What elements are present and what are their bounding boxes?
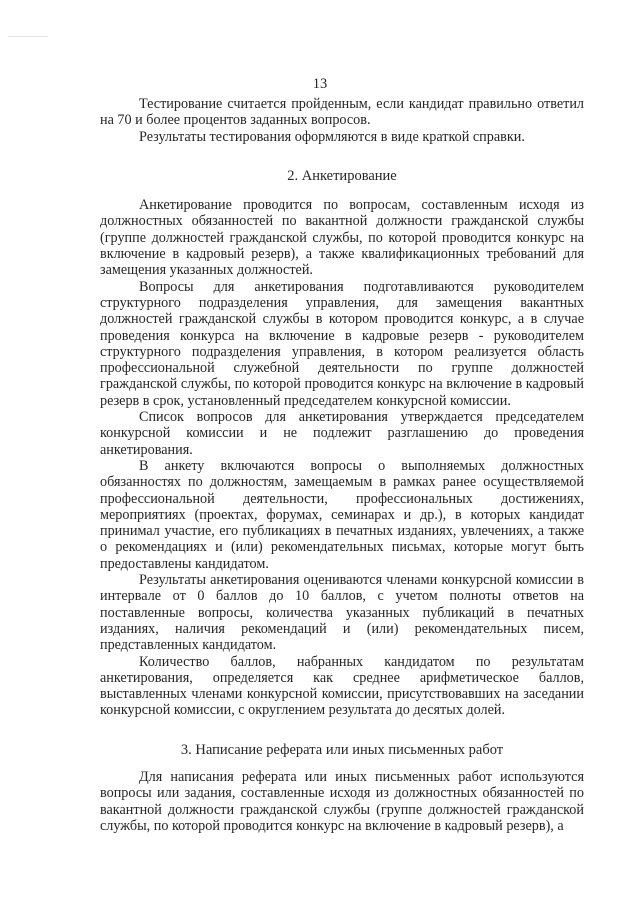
scan-artifact (8, 36, 48, 37)
anketirovanie-paragraph: Результаты анкетирования оцениваются членами конкурсной комиссии в интервале от 0 баллов до 10 баллов, с учетом полноты ответов на поставленные вопросы, количества указанных публикаций в печатных изданиях, наличия рекомендаций и (или) рекомендательных писем, представленных кандидатом. (100, 572, 584, 654)
anketirovanie-paragraph: Анкетирование проводится по вопросам, составленным исходя из должностных обязанностей по вакантной должности гражданской службы (группе должностей гражданской службы, по которой проводится конкурс на включение в кадровый резерв), а также квалификационных требований для замещения указанных должностей. (100, 197, 584, 279)
anketirovanie-paragraph: Количество баллов, набранных кандидатом по результатам анкетирования, определяется как среднее арифметическое баллов, выставленных членами конкурсной комиссии, присутствовавших на заседании конкурсной комиссии, с округлением результата до десятых долей. (100, 653, 584, 719)
intro-paragraph: Результаты тестирования оформляются в виде краткой справки. (139, 128, 525, 145)
anketirovanie-paragraph: Вопросы для анкетирования подготавливаются руководителем структурного подразделения управления, для замещения вакантных должностей гражданской службы в котором проводится конкурс, а в случае проведения конкурса на включение в кадровые резерв - руководителем структурного подразделения управления, в котором реализуется область профессиональной служебной деятельности по группе должностей гражданской службы, по которой проводится конкурс на включение в кадровый резерв в срок, установленный председателем конкурсной комиссии. (100, 278, 584, 409)
anketirovanie-paragraph: В анкету включаются вопросы о выполняемых должностных обязанностях по должностям, замещаемым в рамках ранее осуществляемой профессиональной деятельности, профессиональных достижениях, мероприятиях (проектах, форумах, семинарах и др.), в которых кандидат принимал участие, его публикациях в печатных изданиях, увлечениях, а также о рекомендациях и (или) рекомендательных письмах, которые могут быть предоставлены кандидатом. (100, 457, 584, 572)
page-number: 13 (312, 76, 328, 92)
section-heading-anketirovanie: 2. Анкетирование (287, 167, 397, 184)
intro-paragraph: Тестирование считается пройденным, если кандидат правильно ответил на 70 и более процентов заданных вопросов. (100, 96, 584, 129)
section-heading-referat: 3. Написание реферата или иных письменных работ (180, 741, 504, 758)
referat-paragraph: Для написания реферата или иных письменных работ используются вопросы или задания, составленные исходя из должностных обязанностей по вакантной должности гражданской службы (группе должностей гражданской службы, по которой проводится конкурс на включение в кадровый резерв), а (100, 768, 584, 834)
document-body (100, 96, 584, 834)
anketirovanie-paragraph: Список вопросов для анкетирования утверждается председателем конкурсной комиссии и не подлежит разглашению до проведения анкетирования. (100, 409, 584, 458)
